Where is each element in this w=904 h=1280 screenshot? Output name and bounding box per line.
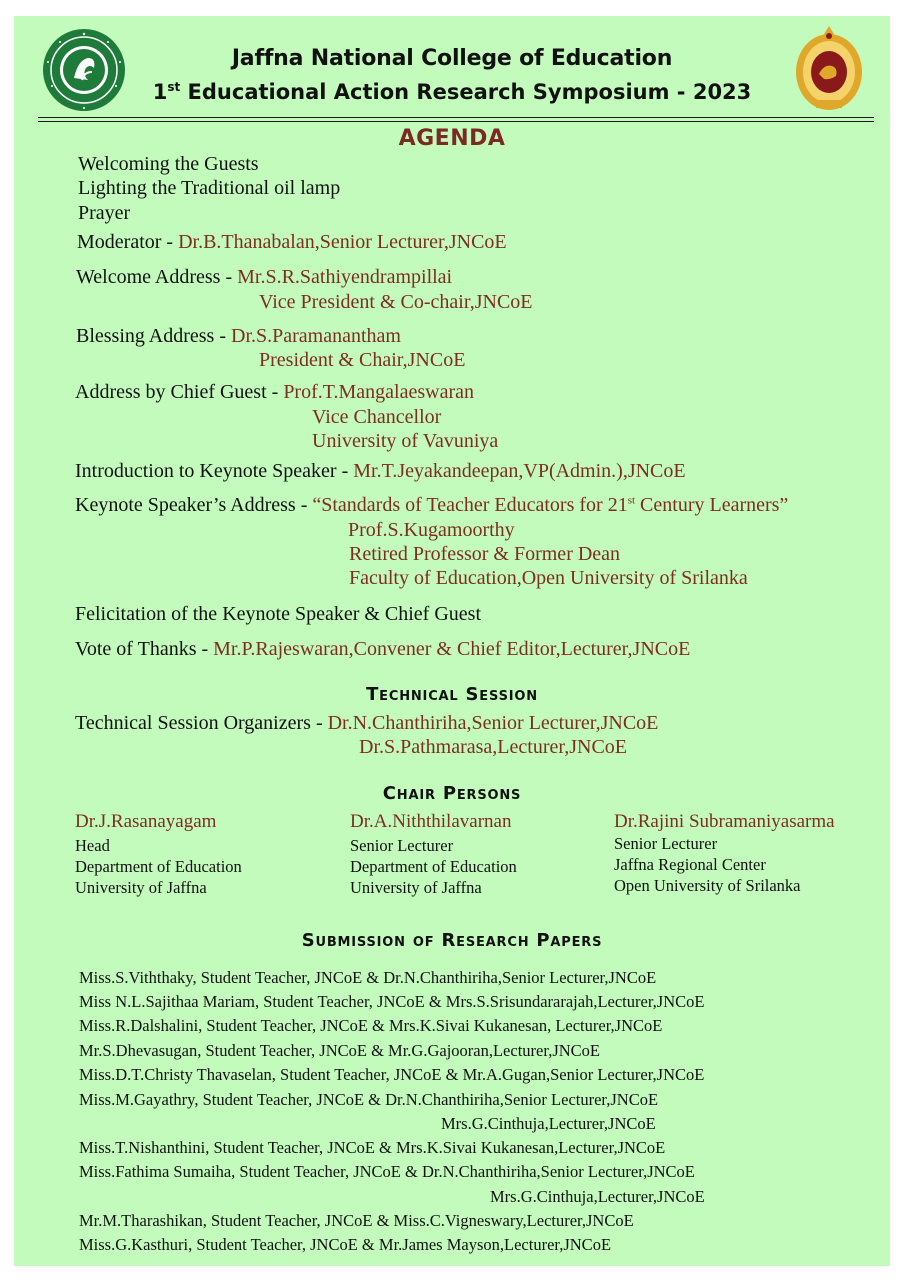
agenda-blessing-address: Blessing Address - Dr.S.Paramanantham — [76, 325, 401, 347]
technical-session-heading: Technical Session — [366, 684, 538, 705]
chief-role-2: University of Vavuniya — [312, 430, 499, 452]
agenda-welcome-address: Welcome Address - Mr.S.R.Sathiyendrampillai — [76, 266, 453, 288]
agenda-chief-guest: Address by Chief Guest - Prof.T.Mangalaeswaran — [75, 381, 474, 403]
chair-name: Dr.Rajini Subramaniyasarma — [614, 811, 835, 832]
chair-line: Head — [75, 836, 110, 855]
chair-line: Senior Lecturer — [350, 836, 454, 855]
chair-line: Jaffna Regional Center — [614, 855, 766, 874]
chair-person — [350, 811, 517, 898]
college-title: Jaffna National College of Education — [231, 46, 673, 71]
chair-persons-heading: Chair Persons — [382, 783, 522, 804]
agenda-sheet — [14, 16, 890, 1266]
chair-person — [614, 811, 835, 896]
chair-line: University of Jaffna — [75, 878, 207, 897]
chair-name: Dr.A.Niththilavarnan — [350, 811, 512, 832]
chair-line: University of Jaffna — [350, 878, 482, 897]
paper-line: Miss.G.Kasthuri, Student Teacher, JNCoE & Mr.James Mayson,Lecturer,JNCoE — [79, 1235, 612, 1254]
technical-organizers: Technical Session Organizers - Dr.N.Chanthiriha,Senior Lecturer,JNCoE — [75, 712, 659, 734]
chair-name: Dr.J.Rasanayagam — [75, 811, 217, 832]
chief-role-1: Vice Chancellor — [312, 406, 442, 428]
chair-line: Senior Lecturer — [614, 834, 718, 853]
agenda-heading: AGENDA — [398, 126, 506, 151]
agenda-lamp: Lighting the Traditional oil lamp — [78, 177, 341, 199]
agenda-prayer: Prayer — [78, 202, 131, 224]
blessing-role: President & Chair,JNCoE — [259, 349, 466, 371]
technical-organizer-2: Dr.S.Pathmarasa,Lecturer,JNCoE — [359, 736, 628, 758]
keynote-name: Prof.S.Kugamoorthy — [348, 519, 515, 541]
paper-line: Miss.Fathima Sumaiha, Student Teacher, JNCoE & Dr.N.Chanthiriha,Senior Lecturer,JNCoE — [79, 1162, 695, 1181]
keynote-role-2: Faculty of Education,Open University of Srilanka — [349, 567, 748, 589]
agenda-keynote-address: Keynote Speaker’s Address - “Standards of Teacher Educators for 21st Century Learners” — [75, 494, 789, 516]
paper-line: Miss.S.Viththaky, Student Teacher, JNCoE & Dr.N.Chanthiriha,Senior Lecturer,JNCoE — [79, 968, 657, 987]
paper-line: Miss.D.T.Christy Thavaselan, Student Teacher, JNCoE & Mr.A.Gugan,Senior Lecturer,JNCoE — [79, 1065, 705, 1084]
agenda-keynote-intro: Introduction to Keynote Speaker - Mr.T.Jeyakandeepan,VP(Admin.),JNCoE — [75, 460, 686, 482]
paper-line: Miss.T.Nishanthini, Student Teacher, JNCoE & Mrs.K.Sivai Kukanesan,Lecturer,JNCoE — [79, 1138, 666, 1157]
chair-person — [75, 811, 242, 898]
agenda-felicitation: Felicitation of the Keynote Speaker & Chief Guest — [75, 603, 482, 625]
paper-line: Mr.M.Tharashikan, Student Teacher, JNCoE & Miss.C.Vigneswary,Lecturer,JNCoE — [79, 1211, 634, 1230]
keynote-role-1: Retired Professor & Former Dean — [349, 543, 621, 565]
paper-line: Miss N.L.Sajithaa Mariam, Student Teacher, JNCoE & Mrs.S.Srisundararajah,Lecturer,JNCoE — [79, 992, 705, 1011]
chair-line: Department of Education — [75, 857, 242, 876]
symposium-title: 1st Educational Action Research Symposium - 2023 — [152, 80, 752, 104]
paper-line: Miss.R.Dalshalini, Student Teacher, JNCoE & Mrs.K.Sivai Kukanesan, Lecturer,JNCoE — [79, 1016, 663, 1035]
research-papers-heading: Submission of Research Papers — [301, 930, 603, 951]
paper-line: Mrs.G.Cinthuja,Lecturer,JNCoE — [441, 1114, 656, 1133]
agenda-vote-of-thanks: Vote of Thanks - Mr.P.Rajeswaran,Convener & Chief Editor,Lecturer,JNCoE — [75, 638, 691, 660]
welcome-role: Vice President & Co-chair,JNCoE — [259, 291, 533, 313]
agenda-moderator: Moderator - Dr.B.Thanabalan,Senior Lecturer,JNCoE — [77, 231, 507, 253]
header-divider-bottom — [38, 121, 874, 122]
paper-line: Miss.M.Gayathry, Student Teacher, JNCoE & Dr.N.Chanthiriha,Senior Lecturer,JNCoE — [79, 1090, 659, 1109]
paper-line: Mrs.G.Cinthuja,Lecturer,JNCoE — [490, 1187, 705, 1206]
chair-line: Open University of Srilanka — [614, 876, 801, 895]
paper-line: Mr.S.Dhevasugan, Student Teacher, JNCoE & Mr.G.Gajooran,Lecturer,JNCoE — [79, 1041, 600, 1060]
chair-line: Department of Education — [350, 857, 517, 876]
header-divider-top — [38, 117, 874, 118]
agenda-welcoming: Welcoming the Guests — [78, 153, 259, 175]
